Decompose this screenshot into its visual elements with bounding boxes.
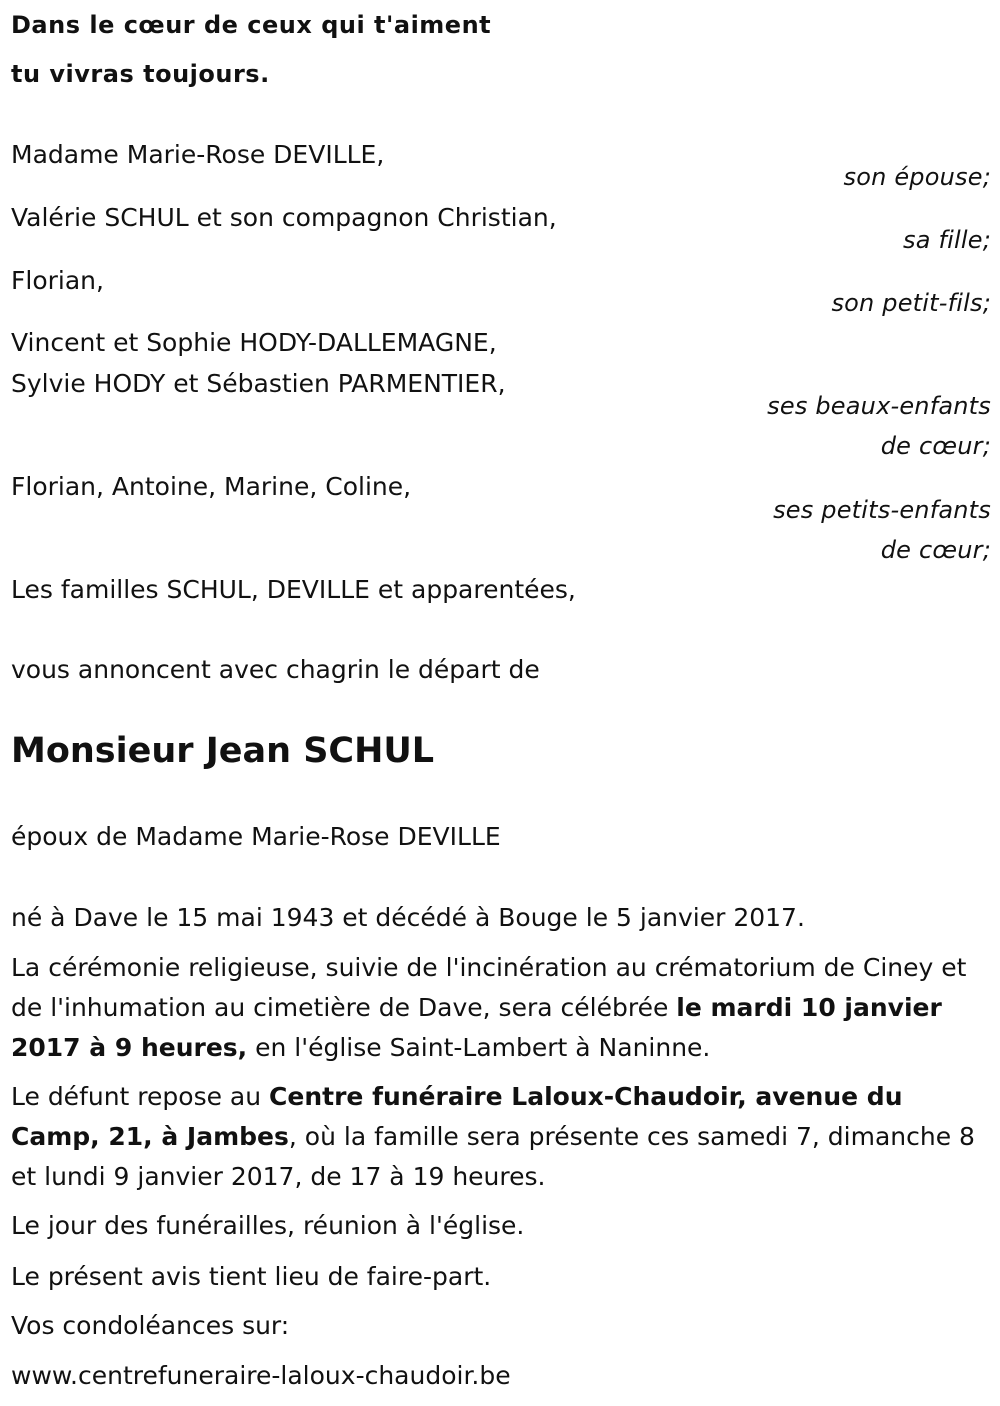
ceremony-text-before: La cérémonie religieuse, suivie de l'incinération au crématorium de Ciney et de l'inhumation au cimetière de Dave, sera célébrée <box>11 953 967 1022</box>
relation-grandchildren-2: de cœur; <box>880 536 991 564</box>
relation-grandson: son petit-fils; <box>831 289 991 317</box>
relation-grandchildren-1: ses petits-enfants <box>773 496 991 524</box>
verse-line-2: tu vivras toujours. <box>11 60 270 88</box>
notice-line: Le présent avis tient lieu de faire-part. <box>11 1262 492 1291</box>
family-name-stepchildren-1: Vincent et Sophie HODY-DALLEMAGNE, <box>11 328 497 357</box>
rest-place: Centre funéraire Laloux-Chaudoir, avenue du Camp, 21, à Jambes <box>11 1082 903 1151</box>
ceremony-text-after: en l'église Saint-Lambert à Naninne. <box>247 1033 711 1062</box>
family-name-daughter: Valérie SCHUL et son compagnon Christian, <box>11 203 557 232</box>
relation-daughter: sa fille; <box>903 226 991 254</box>
family-name-families: Les familles SCHUL, DEVILLE et apparentées, <box>11 575 576 604</box>
relation-spouse: son épouse; <box>843 163 991 191</box>
deceased-spouse-line: époux de Madame Marie-Rose DEVILLE <box>11 822 501 851</box>
family-name-grandchildren: Florian, Antoine, Marine, Coline, <box>11 472 412 501</box>
family-name-stepchildren-2: Sylvie HODY et Sébastien PARMENTIER, <box>11 369 506 398</box>
deceased-name: Monsieur Jean SCHUL <box>11 731 435 771</box>
funeral-meeting-line: Le jour des funérailles, réunion à l'église. <box>11 1211 525 1240</box>
relation-stepchildren-2: de cœur; <box>880 432 991 460</box>
ceremony-date: le mardi 10 janvier 2017 à 9 heures, <box>11 993 942 1062</box>
rest-text-before: Le défunt repose au <box>11 1082 270 1111</box>
verse-line-1: Dans le cœur de ceux qui t'aiment <box>11 11 492 39</box>
announcement-text: vous annoncent avec chagrin le départ de <box>11 655 540 684</box>
deceased-birth-death: né à Dave le 15 mai 1943 et décédé à Bouge le 5 janvier 2017. <box>11 903 805 932</box>
family-name-spouse: Madame Marie-Rose DEVILLE, <box>11 140 385 169</box>
resting-place-paragraph <box>11 1077 989 1197</box>
condolences-label: Vos condoléances sur: <box>11 1311 290 1340</box>
condolences-website-link[interactable]: www.centrefuneraire-laloux-chaudoir.be <box>11 1361 511 1390</box>
family-name-grandson: Florian, <box>11 266 104 295</box>
rest-text-after: , où la famille sera présente ces samedi 7, dimanche 8 et lundi 9 janvier 2017, de 17 à 19 heures. <box>11 1122 975 1191</box>
ceremony-paragraph <box>11 948 989 1068</box>
relation-stepchildren-1: ses beaux-enfants <box>767 392 991 420</box>
